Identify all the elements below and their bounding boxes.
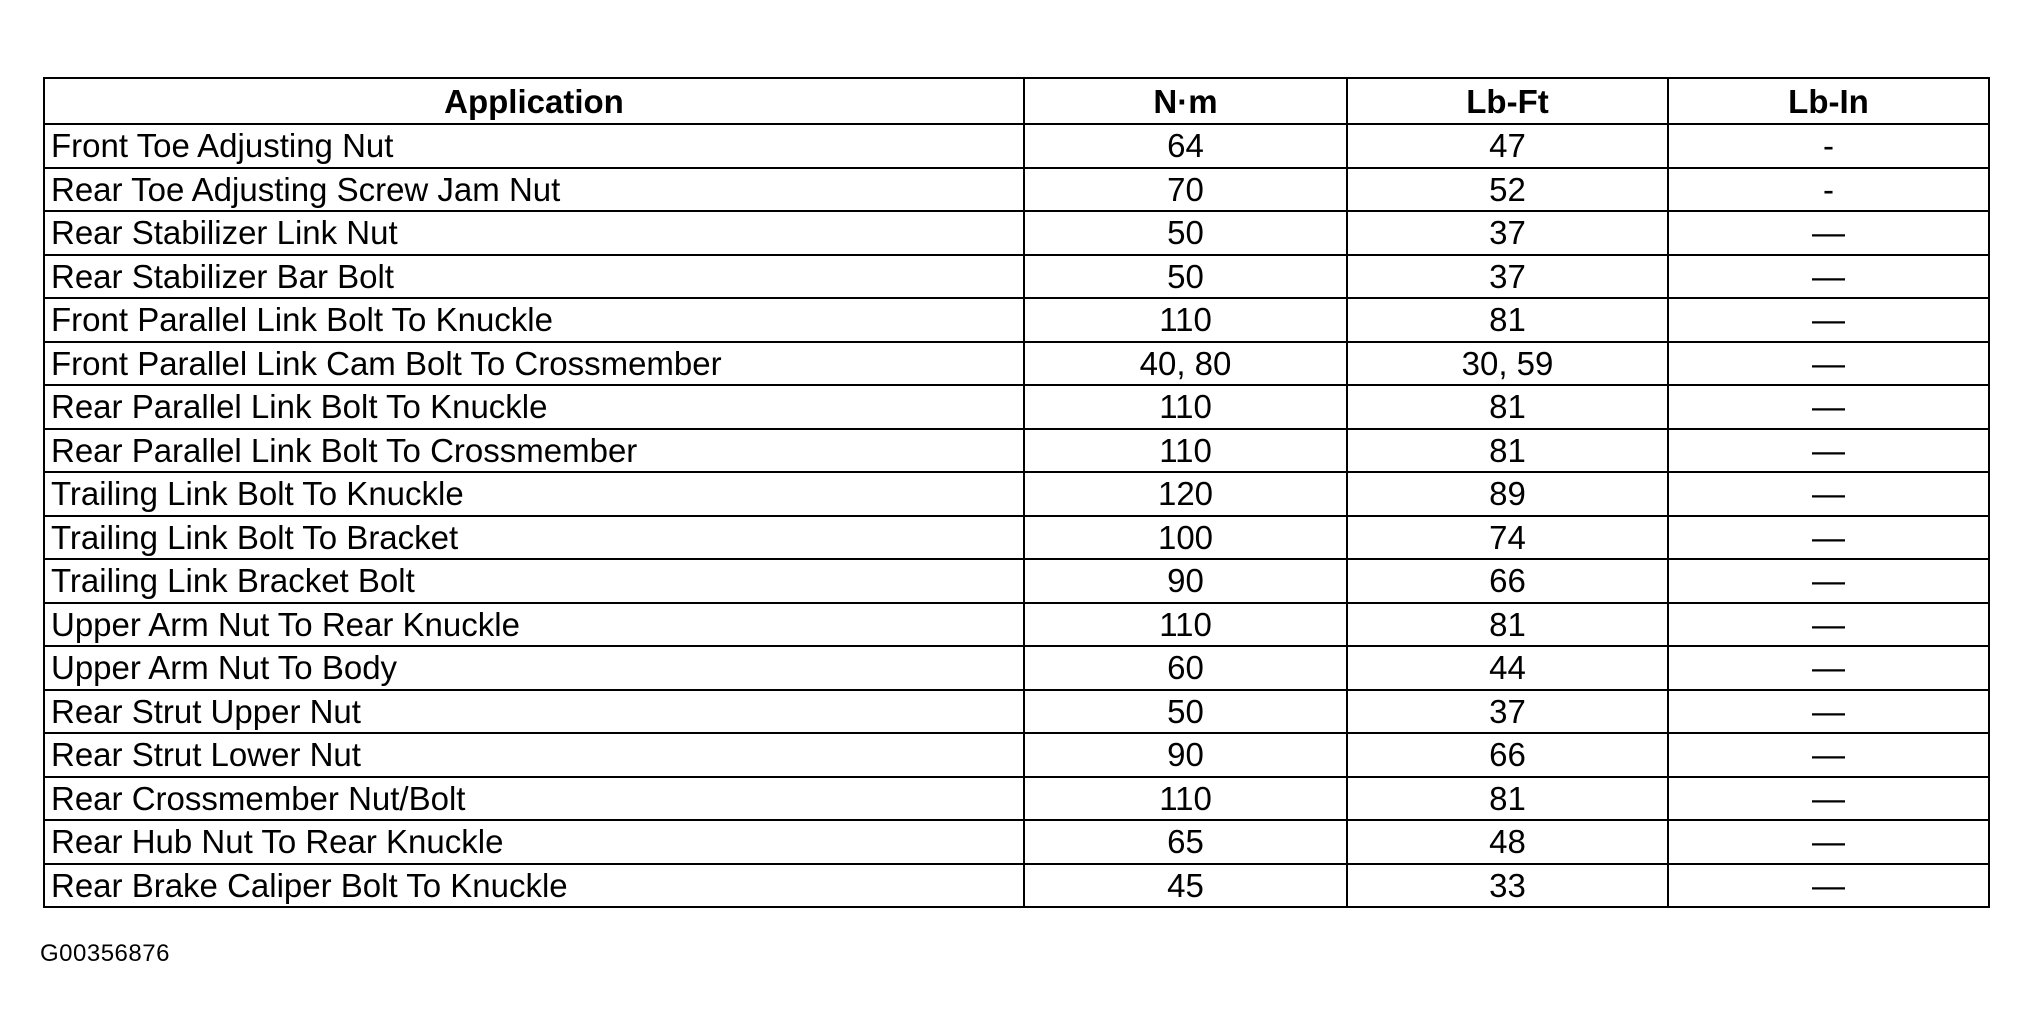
nm-cell: 45: [1024, 864, 1347, 908]
nm-cell: 40, 80: [1024, 342, 1347, 386]
lbft-cell: 52: [1347, 168, 1668, 212]
application-cell: Rear Toe Adjusting Screw Jam Nut: [44, 168, 1024, 212]
nm-cell: 70: [1024, 168, 1347, 212]
torque-spec-table: [43, 77, 1990, 908]
lbft-cell: 81: [1347, 298, 1668, 342]
lbft-cell: 37: [1347, 211, 1668, 255]
lbin-cell: —: [1668, 472, 1989, 516]
table-row: [44, 429, 1989, 473]
table-row: [44, 124, 1989, 168]
column-header-lbin: Lb-In: [1668, 78, 1989, 124]
lbin-cell: —: [1668, 211, 1989, 255]
lbft-cell: 81: [1347, 603, 1668, 647]
lbin-cell: —: [1668, 429, 1989, 473]
lbin-cell: —: [1668, 820, 1989, 864]
lbin-cell: -: [1668, 168, 1989, 212]
nm-cell: 50: [1024, 690, 1347, 734]
lbft-cell: 74: [1347, 516, 1668, 560]
column-header-nm: N·m: [1024, 78, 1347, 124]
table-row: [44, 733, 1989, 777]
table-row: [44, 298, 1989, 342]
nm-cell: 90: [1024, 733, 1347, 777]
lbin-cell: —: [1668, 690, 1989, 734]
application-cell: Rear Parallel Link Bolt To Knuckle: [44, 385, 1024, 429]
lbft-cell: 30, 59: [1347, 342, 1668, 386]
lbft-cell: 47: [1347, 124, 1668, 168]
lbin-cell: —: [1668, 603, 1989, 647]
application-cell: Front Parallel Link Bolt To Knuckle: [44, 298, 1024, 342]
table-row: [44, 255, 1989, 299]
lbin-cell: -: [1668, 124, 1989, 168]
nm-cell: 65: [1024, 820, 1347, 864]
lbin-cell: —: [1668, 864, 1989, 908]
lbft-cell: 66: [1347, 733, 1668, 777]
lbin-cell: —: [1668, 342, 1989, 386]
table-row: [44, 864, 1989, 908]
nm-cell: 50: [1024, 211, 1347, 255]
lbft-cell: 89: [1347, 472, 1668, 516]
table-row: [44, 516, 1989, 560]
application-cell: Rear Strut Lower Nut: [44, 733, 1024, 777]
table-row: [44, 168, 1989, 212]
table-row: [44, 559, 1989, 603]
lbin-cell: —: [1668, 516, 1989, 560]
lbft-cell: 66: [1347, 559, 1668, 603]
table-header-row: [44, 78, 1989, 124]
lbin-cell: —: [1668, 385, 1989, 429]
lbin-cell: —: [1668, 777, 1989, 821]
table-row: [44, 603, 1989, 647]
nm-cell: 100: [1024, 516, 1347, 560]
lbft-cell: 81: [1347, 777, 1668, 821]
application-cell: Upper Arm Nut To Body: [44, 646, 1024, 690]
figure-id: G00356876: [40, 940, 170, 967]
lbft-cell: 81: [1347, 385, 1668, 429]
nm-cell: 110: [1024, 385, 1347, 429]
application-cell: Upper Arm Nut To Rear Knuckle: [44, 603, 1024, 647]
nm-cell: 64: [1024, 124, 1347, 168]
application-cell: Rear Stabilizer Link Nut: [44, 211, 1024, 255]
lbft-cell: 48: [1347, 820, 1668, 864]
table-row: [44, 820, 1989, 864]
application-cell: Rear Brake Caliper Bolt To Knuckle: [44, 864, 1024, 908]
lbft-cell: 44: [1347, 646, 1668, 690]
nm-cell: 110: [1024, 777, 1347, 821]
nm-cell: 50: [1024, 255, 1347, 299]
lbft-cell: 81: [1347, 429, 1668, 473]
lbin-cell: —: [1668, 733, 1989, 777]
nm-cell: 110: [1024, 429, 1347, 473]
application-cell: Trailing Link Bolt To Knuckle: [44, 472, 1024, 516]
application-cell: Front Toe Adjusting Nut: [44, 124, 1024, 168]
application-cell: Rear Parallel Link Bolt To Crossmember: [44, 429, 1024, 473]
table-row: [44, 777, 1989, 821]
nm-cell: 120: [1024, 472, 1347, 516]
application-cell: Rear Stabilizer Bar Bolt: [44, 255, 1024, 299]
lbft-cell: 37: [1347, 255, 1668, 299]
nm-cell: 90: [1024, 559, 1347, 603]
table-row: [44, 646, 1989, 690]
application-cell: Front Parallel Link Cam Bolt To Crossmember: [44, 342, 1024, 386]
application-cell: Trailing Link Bolt To Bracket: [44, 516, 1024, 560]
lbin-cell: —: [1668, 298, 1989, 342]
nm-cell: 110: [1024, 298, 1347, 342]
application-cell: Rear Crossmember Nut/Bolt: [44, 777, 1024, 821]
lbin-cell: —: [1668, 646, 1989, 690]
lbft-cell: 37: [1347, 690, 1668, 734]
table-row: [44, 690, 1989, 734]
lbin-cell: —: [1668, 559, 1989, 603]
lbft-cell: 33: [1347, 864, 1668, 908]
nm-cell: 110: [1024, 603, 1347, 647]
application-cell: Trailing Link Bracket Bolt: [44, 559, 1024, 603]
column-header-lbft: Lb-Ft: [1347, 78, 1668, 124]
application-cell: Rear Strut Upper Nut: [44, 690, 1024, 734]
table-row: [44, 385, 1989, 429]
table-row: [44, 211, 1989, 255]
table-row: [44, 342, 1989, 386]
application-cell: Rear Hub Nut To Rear Knuckle: [44, 820, 1024, 864]
table-row: [44, 472, 1989, 516]
column-header-application: Application: [44, 78, 1024, 124]
lbin-cell: —: [1668, 255, 1989, 299]
nm-cell: 60: [1024, 646, 1347, 690]
